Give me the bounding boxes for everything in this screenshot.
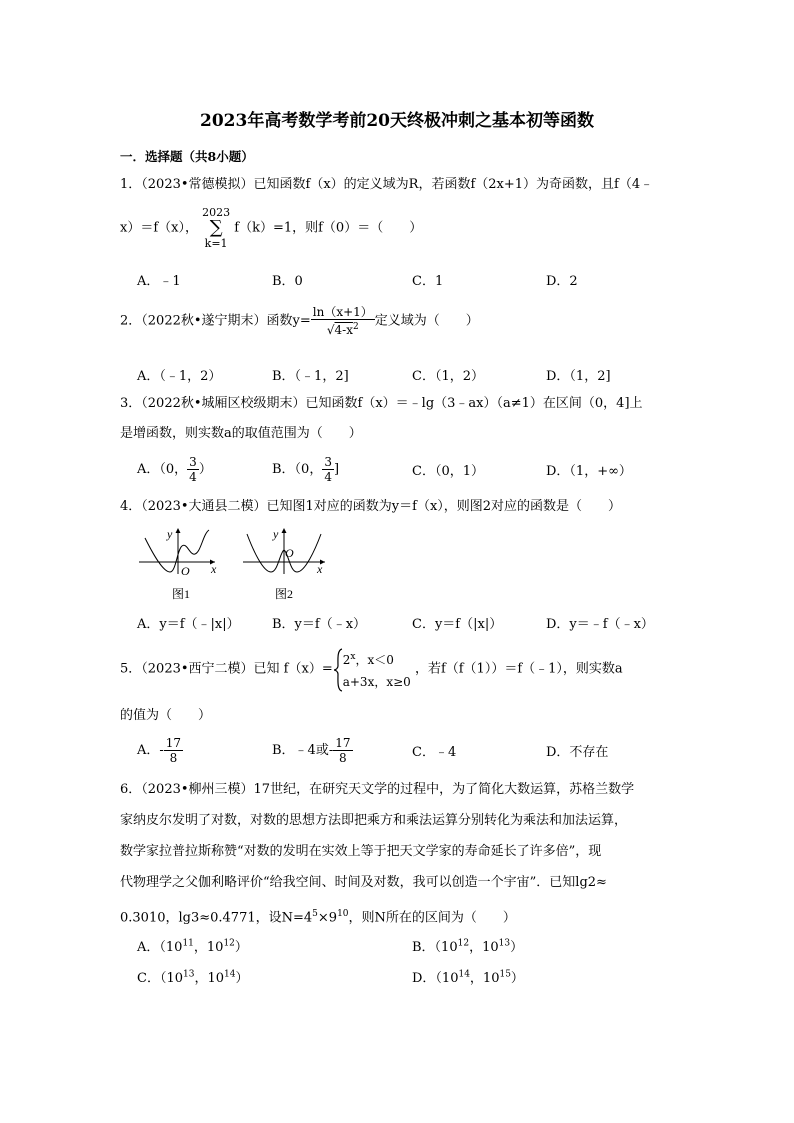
q5-cases bbox=[343, 646, 411, 693]
q2-option-d[interactable]: D．（1，2] bbox=[546, 369, 611, 384]
q6-option-b[interactable]: B．（$10^{12}$，$10^{13}$） bbox=[412, 938, 524, 955]
section-heading: 一．选择题（共8小题） bbox=[120, 149, 254, 164]
q1-line2 bbox=[120, 206, 422, 250]
q5-stem: 5．（2023•西宁二模）已知 f（x）= $2^x$，x＜0 a+3x，x≥0 ，若f（f（1））＝f（﹣1），则实数a bbox=[120, 646, 623, 693]
fig1-x-label: x bbox=[211, 562, 217, 576]
q6-line1: 6．（2023•柳州三模）17世纪，在研究天文学的过程中，为了简化大数运算，苏格兰数学 bbox=[120, 782, 635, 797]
q2-option-b[interactable]: B．（﹣1，2] bbox=[272, 369, 349, 384]
q2-stem-b: 定义域为（ ） bbox=[374, 313, 479, 329]
q2-option-a[interactable]: A．（﹣1，2） bbox=[137, 369, 222, 384]
q4-figures bbox=[135, 524, 335, 606]
q5-case1: 2$^x$，x＜0 bbox=[342, 652, 394, 667]
q6-option-c[interactable]: C．（$10^{13}$，$10^{14}$） bbox=[137, 969, 249, 986]
q4-option-a[interactable]: A．y＝f（﹣|x|） bbox=[137, 617, 240, 632]
q1-line2a: x）＝f（x）， bbox=[120, 220, 198, 236]
q5-line2: 的值为（ ） bbox=[120, 708, 212, 723]
q1-option-b[interactable]: B．0 bbox=[272, 274, 303, 289]
q1-summation bbox=[202, 206, 230, 250]
q6-line5: 0.3010，lg3≈0.4771，设$N=4^5\times 9^{10}$，则N所在的区间为（ ） bbox=[120, 909, 516, 926]
sum-top: 2023 bbox=[202, 206, 231, 219]
q3-option-d[interactable]: D．（1，+∞） bbox=[546, 464, 632, 479]
fig1-label: 图1 bbox=[172, 587, 191, 601]
q4-option-b[interactable]: B．y＝f（﹣x） bbox=[272, 617, 367, 632]
q2-option-c[interactable]: C．（1，2） bbox=[412, 369, 484, 384]
q5-option-a[interactable]: A．- $\frac{17}{8}$ bbox=[137, 736, 182, 765]
q2-stem-a: 2．（2022秋•遂宁期末）函数y= bbox=[120, 313, 311, 329]
q5-option-b[interactable]: B．﹣4或- $\frac{17}{8}$ bbox=[272, 736, 351, 765]
q1-option-c[interactable]: C．1 bbox=[412, 274, 444, 289]
q2-fraction bbox=[311, 305, 375, 337]
fig2-label: 图2 bbox=[275, 587, 294, 601]
q5-option-d[interactable]: D．不存在 bbox=[546, 745, 609, 760]
q5-fx: f（x）= bbox=[283, 661, 333, 677]
q3-option-b[interactable]: B．（0， $\frac{3}{4}$ ] bbox=[272, 455, 340, 484]
fig2-x-label: x bbox=[317, 562, 323, 576]
q2-frac-num: ln（x+1） bbox=[312, 305, 373, 319]
page-title: 2023年高考数学考前20天终极冲刺之基本初等函数 bbox=[200, 111, 594, 131]
q3-line2: 是增函数，则实数a的取值范围为（ ） bbox=[120, 426, 362, 441]
q6-line3: 数学家拉普拉斯称赞“对数的发明在实效上等于把天文学家的寿命延长了许多倍”，现 bbox=[120, 844, 602, 859]
figure-1 bbox=[139, 527, 217, 601]
q1-option-d[interactable]: D．2 bbox=[546, 274, 578, 289]
q2-stem bbox=[120, 305, 479, 337]
fig2-origin: O bbox=[285, 546, 294, 560]
fig2-y-label: y bbox=[273, 527, 279, 541]
q6-line2: 家纳皮尔发明了对数，对数的思想方法即把乘方和乘法运算分别转化为乘法和加法运算， bbox=[120, 813, 628, 828]
q4-stem: 4．（2023•大通县二模）已知图1对应的函数为y＝f（x），则图2对应的函数是（ ） bbox=[120, 499, 622, 514]
q1-line1: 1．（2023•常德模拟）已知函数f（x）的定义域为R，若函数f（2x+1）为奇函数，且f（4﹣ bbox=[120, 177, 654, 192]
q1-line2b: f（k）=1，则f（0）＝（ ） bbox=[234, 220, 423, 236]
sum-bottom: k=1 bbox=[204, 237, 228, 250]
q6-option-a[interactable]: A．（$10^{11}$，$10^{12}$） bbox=[137, 938, 248, 955]
q4-option-d[interactable]: D．y＝﹣f（﹣x） bbox=[546, 617, 654, 632]
q3-option-c[interactable]: C．（0，1） bbox=[412, 464, 484, 479]
q5-case2: a+3x，x≥0 bbox=[342, 675, 411, 689]
q5-option-c[interactable]: C．﹣4 bbox=[412, 745, 457, 760]
fig1-y-label: y bbox=[167, 527, 173, 541]
q6-line4: 代物理学之父伽利略评价“给我空间、时间及对数，我可以创造一个宇宙”．已知lg2≈ bbox=[120, 875, 607, 890]
q4-option-c[interactable]: C．y＝f（|x|） bbox=[412, 617, 503, 632]
brace-icon bbox=[333, 648, 343, 692]
figure-2 bbox=[243, 527, 325, 601]
sum-symbol: ∑ bbox=[209, 217, 223, 238]
q1-option-a[interactable]: A．﹣1 bbox=[137, 274, 181, 289]
fig1-origin: O bbox=[181, 564, 190, 578]
q2-frac-den: $√4-x^2$ bbox=[326, 322, 359, 337]
q3-option-a[interactable]: A．（0， $\frac{3}{4}$ ） bbox=[137, 455, 212, 484]
q3-line1: 3．（2022秋•城厢区校级期末）已知函数f（x）＝﹣lg（3﹣ax）（a≠1）在区间（0，4]上 bbox=[120, 396, 643, 411]
q6-option-d[interactable]: D．（$10^{14}$，$10^{15}$） bbox=[412, 969, 524, 986]
